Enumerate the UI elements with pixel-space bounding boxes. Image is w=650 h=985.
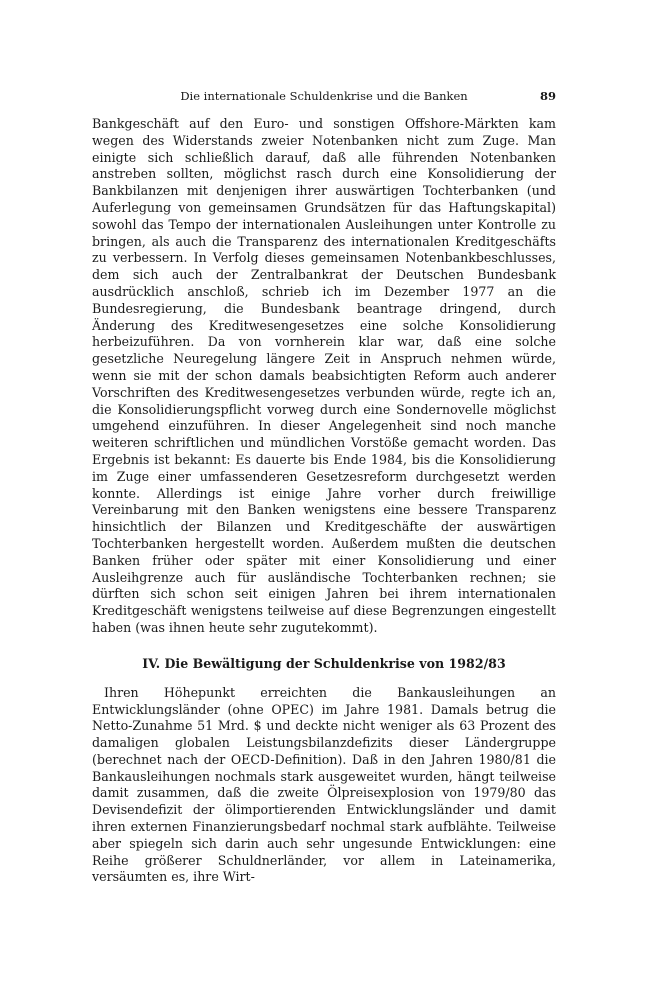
running-title: Die internationale Schuldenkrise und die Banken [180, 89, 468, 103]
body-text [92, 116, 556, 886]
page-number: 89 [539, 89, 556, 103]
section-heading: IV. Die Bewältigung der Schuldenkrise von 1982/83 [142, 655, 506, 671]
body-paragraph-continued: Bankgeschäft auf den Euro- und sonstigen Offshore-Märkten kam wegen des Widerstands zweier Notenbanken nicht zum Zuge. Man einigte sich schließlich darauf, daß alle führenden Notenbanken anstreben sollten, möglichst rasch durch eine Konsolidierung der Bankbilanzen mit denjenigen ihrer auswärtigen Tochterbanken (und Auferlegung von gemeinsamen Grundsätzen für das Haftungskapital) sowohl das Tempo der internationalen Ausleihungen unter Kontrolle zu bringen, als auch die Transparenz des internationalen Kreditgeschäfts zu verbessern. In Verfolg dieses gemeinsamen Notenbankbeschlusses, dem sich auch der Zentralbankrat der Deutschen Bundesbank ausdrücklich anschloß, schrieb ich im Dezember 1977 an die Bundesregierung, die Bundesbank beantrage dringend, durch Änderung des Kreditwesengesetzes eine solche Konsolidierung herbeizuführen. Da von vornherein klar war, daß eine solche gesetzliche Neuregelung längere Zeit in Anspruch nehmen würde, wenn sie mit der schon damals beabsichtigten Reform auch anderer Vorschriften des Kreditwesengesetzes verbunden würde, regte ich an, die Konsolidierungspflicht vorweg durch eine Sondernovelle möglichst umgehend einzuführen. In dieser Angelegenheit sind noch manche weiteren schriftlichen und mündlichen Vorstöße gemacht worden. Das Ergebnis ist bekannt: Es dauerte bis Ende 1984, bis die Konsolidierung im Zuge einer umfassenderen Gesetzesreform durchgesetzt werden konnte. Allerdings ist einige Jahre vorher durch freiwillige Vereinbarung mit den Banken wenigstens eine bessere Transparenz hinsichtlich der Bilanzen und Kreditgeschäfte der auswärtigen Tochterbanken hergestellt worden. Außerdem mußten die deutschen Banken früher oder später mit einer Konsolidierung und einer Ausleihgrenze auch für ausländische Tochterbanken rechnen; sie dürften sich schon seit einigen Jahren bei ihrem internationalen Kreditgeschäft wenigstens teilweise auf diese Begrenzungen eingestellt haben (was ihnen heute sehr zugutekommt). [92, 116, 556, 635]
book-page [92, 88, 556, 886]
running-header [92, 88, 556, 104]
body-paragraph: Ihren Höhepunkt erreichten die Bankausleihungen an Entwicklungsländer (ohne OPEC) im Jahre 1981. Damals betrug die Netto-Zunahme 51 Mrd. $ und deckte nicht weniger als 63 Prozent des damaligen globalen Leistungsbilanzdefizits dieser Ländergruppe (berechnet nach der OECD-Definition). Daß in den Jahren 1980/81 die Bankausleihungen nochmals stark ausgeweitet wurden, hängt teilweise damit zusammen, daß die zweite Ölpreisexplosion von 1979/80 das Devisendefizit der ölimportierenden Entwicklungsländer und damit ihren externen Finanzierungsbedarf nochmal stark aufblähte. Teilweise aber spiegeln sich darin auch sehr ungesunde Entwicklungen: eine Reihe größerer Schuldnerländer, vor allem in Lateinamerika, versäumten es, ihre Wirt- [92, 684, 556, 885]
